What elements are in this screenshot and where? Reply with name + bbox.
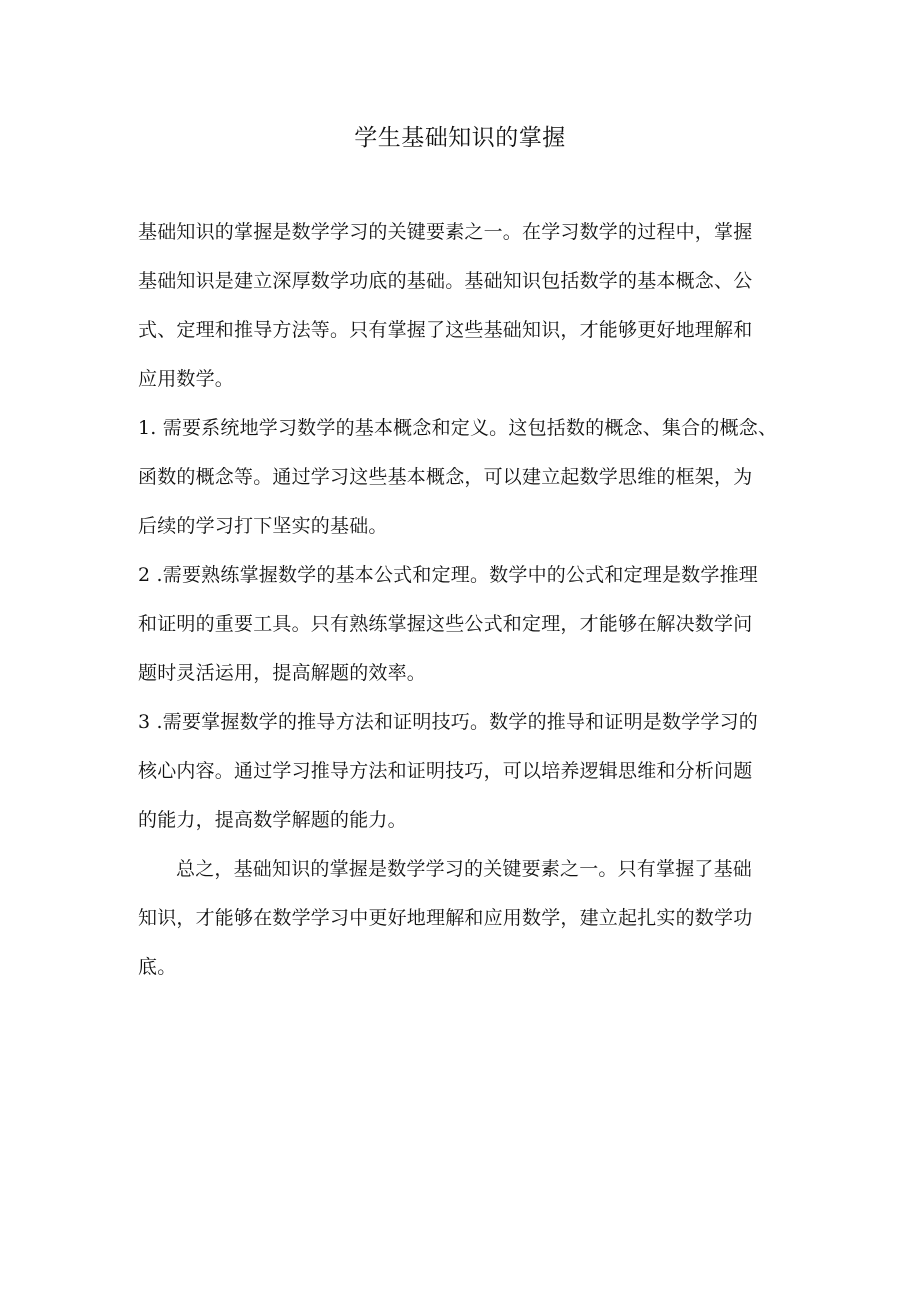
text-line: 基础知识是建立深厚数学功底的基础。基础知识包括数学的基本概念、公 — [138, 270, 753, 292]
text-line: 1. 需要系统地学习数学的基本概念和定义。这包括数的概念、集合的概念、 — [138, 417, 778, 439]
text-line: 总之，基础知识的掌握是数学学习的关键要素之一。只有掌握了基础 — [176, 858, 753, 880]
text-line: 知识，才能够在数学学习中更好地理解和应用数学，建立起扎实的数学功 — [138, 907, 753, 929]
text-line: 2 .需要熟练掌握数学的基本公式和定理。数学中的公式和定理是数学推理 — [138, 564, 758, 586]
text-line: 底。 — [138, 956, 177, 978]
text-line: 式、定理和推导方法等。只有掌握了这些基础知识，才能够更好地理解和 — [138, 319, 753, 341]
document-body — [138, 208, 786, 992]
text-line: 应用数学。 — [138, 368, 235, 390]
paragraph-point-1 — [138, 404, 786, 551]
paragraph-point-2 — [138, 551, 786, 698]
document-title: 学生基础知识的掌握 — [354, 125, 566, 151]
text-line: 函数的概念等。通过学习这些基本概念，可以建立起数学思维的框架，为 — [138, 466, 753, 488]
text-line: 题时灵活运用，提高解题的效率。 — [138, 662, 427, 684]
text-line: 和证明的重要工具。只有熟练掌握这些公式和定理，才能够在解决数学问 — [138, 613, 753, 635]
text-line: 基础知识的掌握是数学学习的关键要素之一。在学习数学的过程中，掌握 — [138, 221, 753, 243]
paragraph-intro — [138, 208, 786, 404]
text-line: 的能力，提高数学解题的能力。 — [138, 809, 407, 831]
paragraph-point-3 — [138, 698, 786, 845]
text-line: 3 .需要掌握数学的推导方法和证明技巧。数学的推导和证明是数学学习的 — [138, 711, 758, 733]
paragraph-conclusion — [138, 845, 786, 992]
text-line: 后续的学习打下坚实的基础。 — [138, 515, 388, 537]
text-line: 核心内容。通过学习推导方法和证明技巧，可以培养逻辑思维和分析问题 — [138, 760, 753, 782]
